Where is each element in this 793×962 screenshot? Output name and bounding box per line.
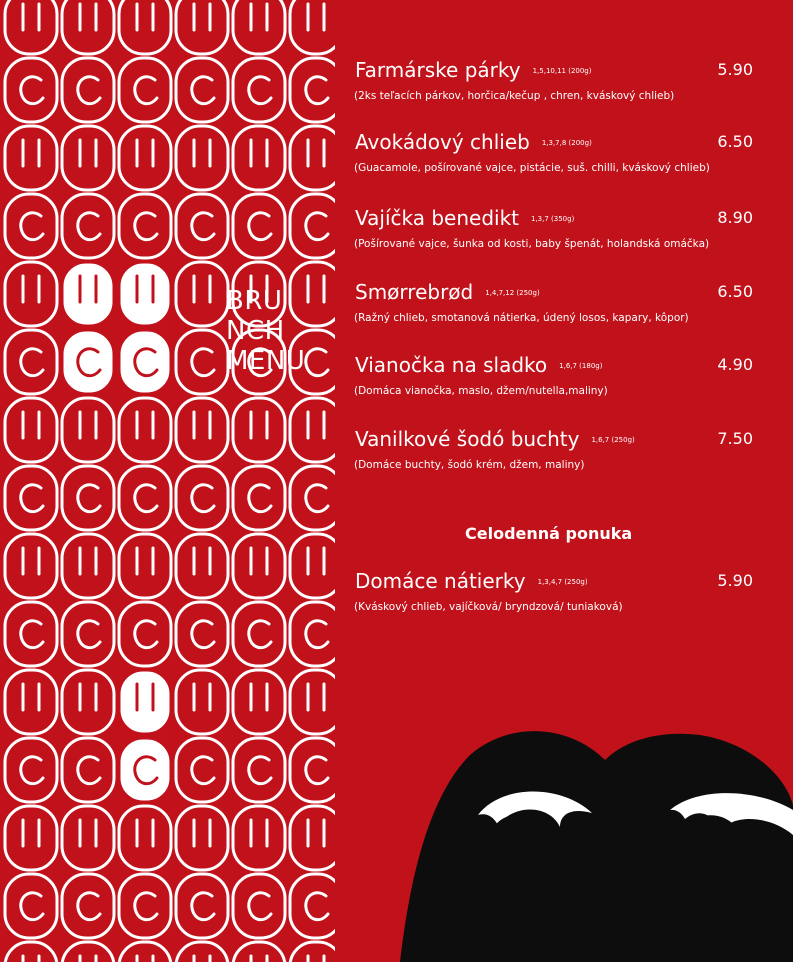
menu-item bbox=[355, 427, 755, 487]
menu-item bbox=[355, 58, 755, 118]
menu-item bbox=[355, 206, 755, 266]
item-name: Farmárske párky 1,5,10,11 (200g) bbox=[355, 58, 592, 82]
item-price: 5.90 bbox=[717, 571, 753, 590]
item-description: (Domáca vianočka, maslo, džem/nutella,maliny) bbox=[354, 385, 608, 397]
brand-line-3: MENU bbox=[226, 346, 306, 376]
item-description: (Domáce buchty, šodó krém, džem, maliny) bbox=[354, 459, 585, 471]
brand-line-1: BRU bbox=[226, 286, 283, 316]
item-name: Avokádový chlieb 1,3,7,8 (200g) bbox=[355, 130, 592, 154]
menu-item bbox=[355, 569, 755, 629]
mascot-eyes-icon bbox=[400, 715, 793, 962]
item-allergens: 1,6,7 (250g) bbox=[591, 435, 635, 444]
item-allergens: 1,5,10,11 (200g) bbox=[532, 66, 592, 75]
item-allergens: 1,3,7,8 (200g) bbox=[541, 138, 592, 147]
item-allergens: 1,3,7 (350g) bbox=[531, 214, 575, 223]
item-price: 7.50 bbox=[717, 429, 753, 448]
menu-item bbox=[355, 353, 755, 413]
item-name: Vanilkové šodó buchty 1,6,7 (250g) bbox=[355, 427, 635, 451]
item-name: Domáce nátierky 1,3,4,7 (250g) bbox=[355, 569, 588, 593]
item-description: (Ražný chlieb, smotanová nátierka, údený losos, kapary, kôpor) bbox=[354, 312, 689, 324]
item-name: Vajíčka benedikt 1,3,7 (350g) bbox=[355, 206, 575, 230]
item-price: 6.50 bbox=[717, 282, 753, 301]
item-price: 8.90 bbox=[717, 208, 753, 227]
item-price: 5.90 bbox=[717, 60, 753, 79]
menu-item bbox=[355, 130, 755, 190]
item-price: 4.90 bbox=[717, 355, 753, 374]
momo-pattern-icon bbox=[0, 0, 335, 962]
item-description: (Guacamole, pošírované vajce, pistácie, suš. chilli, kváskový chlieb) bbox=[354, 162, 710, 174]
item-name: Smørrebrød 1,4,7,12 (250g) bbox=[355, 280, 540, 304]
item-description: (Pošírované vajce, šunka od kosti, baby špenát, holandská omáčka) bbox=[354, 238, 710, 250]
item-allergens: 1,3,4,7 (250g) bbox=[537, 577, 588, 586]
item-description: (2ks teľacích párkov, horčica/kečup , chren, kváskový chlieb) bbox=[354, 90, 675, 102]
item-allergens: 1,4,7,12 (250g) bbox=[485, 288, 540, 297]
item-allergens: 1,6,7 (180g) bbox=[559, 361, 603, 370]
item-description: (Kváskový chlieb, vajíčková/ bryndzová/ tuniaková) bbox=[354, 601, 623, 613]
item-name: Vianočka na sladko 1,6,7 (180g) bbox=[355, 353, 603, 377]
menu-item bbox=[355, 280, 755, 340]
brand-line-2: NCH bbox=[226, 316, 285, 346]
brunch-menu-heading bbox=[226, 286, 305, 376]
all-day-section-title: Celodenná ponuka bbox=[465, 524, 633, 543]
item-price: 6.50 bbox=[717, 132, 753, 151]
